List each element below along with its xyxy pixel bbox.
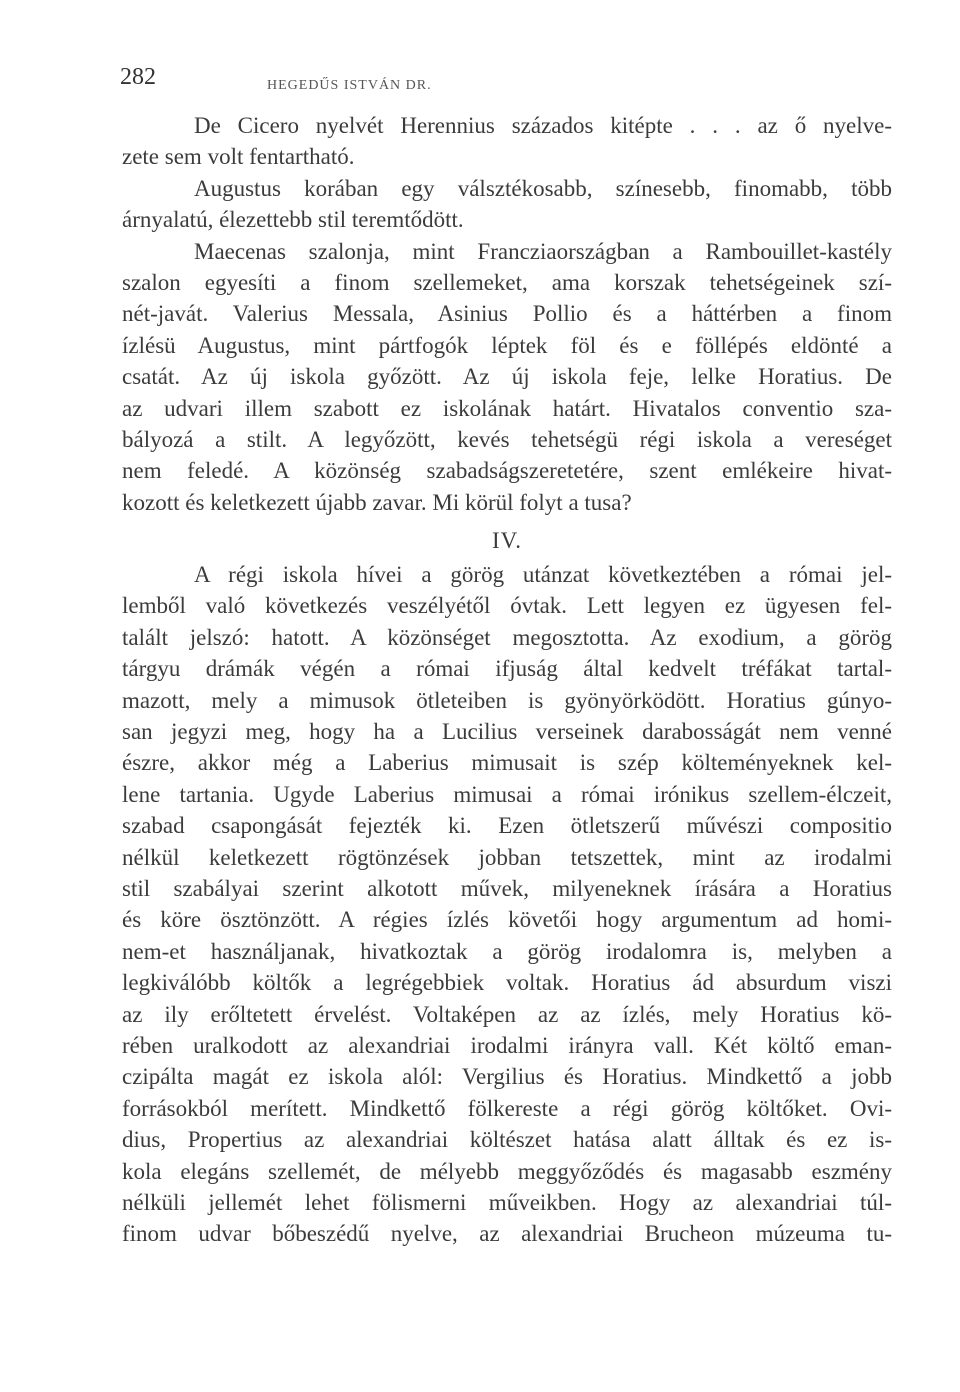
text-line: talált jelszó: hatott. A közönséget megosztotta. Az exodium, a görög	[122, 624, 892, 650]
text-line: és köre ösztönzött. A régies ízlés követői hogy argumentum ad homi-	[122, 907, 892, 933]
text-line: Maecenas szalonja, mint Francziaországban a Rambouillet-kastély	[194, 238, 892, 264]
text-line: lene tartania. Ugyde Laberius mimusai a római irónikus szellem-élczeit,	[122, 781, 892, 807]
page-number: 282	[120, 64, 156, 90]
text-line: A régi iskola hívei a görög utánzat következtében a római jel-	[194, 562, 892, 588]
text-line: nélküli jellemét lehet fölismerni műveikben. Hogy az alexandriai túl-	[122, 1189, 892, 1215]
text-line: tárgyu drámák végén a római ifjuság által kedvelt tréfákat tartal-	[122, 656, 892, 682]
section-heading: IV.	[491, 528, 523, 554]
text-line: stil szabályai szerint alkotott művek, milyeneknek írására a Horatius	[122, 875, 892, 901]
text-line: dius, Propertius az alexandriai költészet hatása alatt álltak és ez is-	[122, 1127, 892, 1153]
text-line: kola elegáns szellemét, de mélyebb meggyőződés és magasabb eszmény	[122, 1158, 892, 1184]
text-line: rében uralkodott az alexandriai irodalmi irányra vall. Két költő eman-	[122, 1032, 892, 1058]
text-line: san jegyzi meg, hogy ha a Lucilius verseinek darabosságát nem venné	[122, 719, 892, 745]
text-line: kozott és keletkezett újabb zavar. Mi körül folyt a tusa?	[122, 489, 632, 515]
text-line: De Cicero nyelvét Herennius százados kitépte . . . az ő nyelve-	[194, 113, 892, 138]
text-line: czipálta magát ez iskola alól: Vergilius és Horatius. Mindkettő a jobb	[122, 1064, 892, 1090]
text-line: mazott, mely a mimusok ötleteiben is gyönyörködött. Horatius gúnyo-	[122, 687, 892, 713]
text-line: lemből való következés veszélyétől óvtak. Lett legyen ez ügyesen fel-	[122, 593, 892, 619]
text-line: nem-et használjanak, hivatkoztak a görög irodalomra is, melyben a	[122, 938, 892, 964]
text-line: legkiválóbb költők a legrégebbiek voltak. Horatius ád absurdum viszi	[122, 970, 892, 996]
text-line: az ily erőltetett érvelést. Voltaképen az az ízlés, mely Horatius kö-	[122, 1001, 892, 1027]
text-line: szalon egyesíti a finom szellemeket, ama korszak tehetségeinek szí-	[122, 269, 892, 295]
text-line: forrásokból merített. Mindkettő fölkereste a régi görög költőket. Ovi-	[122, 1095, 892, 1121]
body-text	[122, 110, 892, 1250]
text-line: bályozá a stilt. A legyőzött, kevés tehetségü régi iskola a vereséget	[122, 426, 892, 452]
text-line: csatát. Az új iskola győzött. Az új iskola feje, lelke Horatius. De	[122, 364, 892, 390]
text-line: észre, akkor még a Laberius mimusait is szép költeményeknek kel-	[122, 750, 892, 776]
text-line: árnyalatú, élezettebb stil teremtődött.	[122, 207, 464, 233]
text-line: nem feledé. A közönség szabadságszeretetére, szent emlékeire hivat-	[122, 458, 892, 484]
text-line: nélkül keletkezett rögtönzések jobban tetszettek, mint az irodalmi	[122, 844, 892, 870]
text-line: Augustus korában egy válsztékosabb, színesebb, finomabb, több	[194, 175, 892, 201]
text-line: ízlésü Augustus, mint pártfogók léptek föl és e föllépés eldönté a	[122, 332, 892, 358]
text-line: az udvari illem szabott ez iskolának határt. Hivatalos conventio sza-	[122, 395, 892, 421]
text-line: finom udvar bőbeszédű nyelve, az alexandriai Brucheon múzeuma tu-	[122, 1221, 892, 1247]
text-line: nét-javát. Valerius Messala, Asinius Pollio és a háttérben a finom	[122, 301, 892, 327]
text-line: zete sem volt fentartható.	[122, 144, 355, 170]
page-header	[120, 64, 890, 94]
text-line: szabad csapongását fejezték ki. Ezen ötletszerű művészi compositio	[122, 813, 892, 839]
running-head: HEGEDŰS ISTVÁN DR.	[267, 78, 432, 93]
